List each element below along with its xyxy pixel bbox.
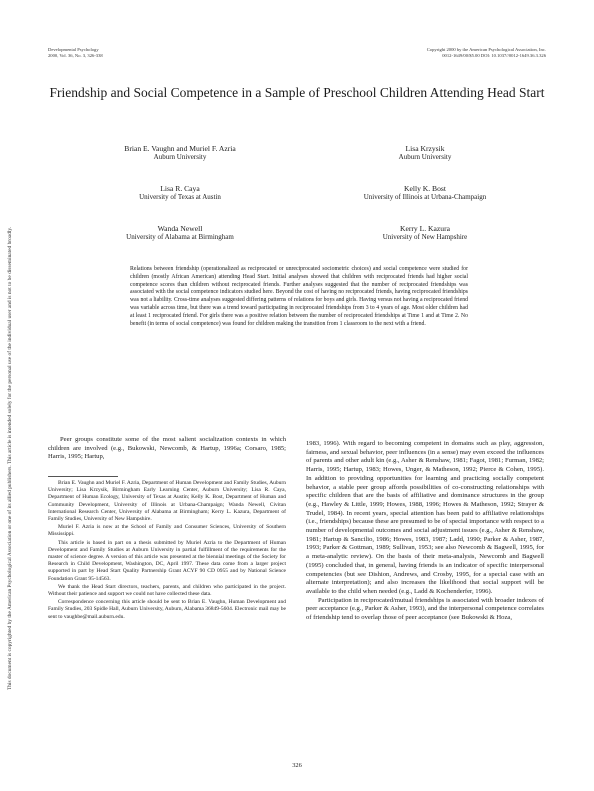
body-column-left (48, 436, 286, 462)
footnote-author-move: Muriel F. Azria is now at the School of Family and Consumer Sciences, University of Southern Mississippi. (48, 524, 286, 538)
footnotes (48, 480, 286, 622)
copyright-line: Copyright 2000 by the American Psychological Association, Inc. (426, 47, 546, 52)
copyright-side-notice: This document is copyrighted by the American Psychological Association or one of its allied publishers. This article is intended solely for the personal use of the individual user and is not to be disseminated broadly. (7, 226, 13, 690)
author-names: Brian E. Vaughn and Muriel F. Azria (124, 144, 236, 153)
author-block-4 (320, 184, 530, 202)
author-block-2 (325, 144, 525, 162)
author-block-6 (320, 224, 530, 242)
footnote-rule (48, 476, 118, 477)
author-names: Wanda Newell (157, 224, 203, 233)
author-names: Kelly K. Bost (404, 184, 446, 193)
body-paragraph: 1983, 1996). With regard to becoming competent in domains such as play, aggression, fairness, and sexual behavior, peer influences (in a sense) may even exceed the influences of parents and other adult kin (e.g., Asher & Renshaw, 1981; Fagot, 1981; Furman, 1982; Harris, 1995; Hartup, 1983; Howes, Unger, & Matheson, 1992; Pierce & Cohen, 1995). In addition to providing opportunities for learning and practicing socially competent behavior, a stable peer group affords possibilities of co-constructing relationships with specific children that are the basis of affiliative and dominance structures in the group (e.g., Hawley & Little, 1999; Howes, 1988, 1996; Howes & Matheson, 1992; Strayer & Trudel, 1984). In recent years, special attention has been paid to affiliative relationships (i.e., friendships) because these are presumed to be of special importance with respect to a number of developmental outcomes and social adjustment issues (e.g., Asher & Renshaw, 1981; Hartup & Sancilio, 1986; Howes, 1983, 1987; Ladd, 1990; Parker & Asher, 1987, 1993; Parker & Gottman, 1989; Sullivan, 1953; see also Newcomb & Bagwell, 1995, for a meta-analytic review). On the basis of their meta-analysis, Newcomb and Bagwell (1995) concluded that, in general, having friends is an indicator of specific interpersonal competencies (but see Dishion, Andrews, and Crosby, 1995, for a special case with an alternate interpretation); and also increases the likelihood that social support will be available to the child when needed (e.g., Ladd & Kochenderfer, 1996). (306, 440, 544, 595)
author-names: Kerry L. Kazura (400, 224, 450, 233)
body-column-right (306, 440, 544, 623)
footnote-correspondence: Correspondence concerning this article should be sent to Brian E. Vaughn, Human Development and Family Studies, 203 Spidle Hall, Auburn University, Auburn, Alabama 36849-5604. Electronic mail may be sent to vaughbe@mail.auburn.edu. (48, 599, 286, 620)
journal-volume: 2000, Vol. 36, No. 3, 326-338 (48, 53, 103, 58)
author-names: Lisa Krzysik (405, 144, 445, 153)
copyright-header (427, 47, 546, 59)
author-affiliation: University of Illinois at Urbana-Champaign (363, 193, 487, 201)
footnote-thesis-note: This article is based in part on a thesis submitted by Muriel Azria to the Department of Human Development and Family Studies at Auburn University in partial fulfillment of the requirements for the master of science degree. A version of this article was presented at the biennial meetings of the Society for Research in Child Development, Washington, DC, April 1997. These data come from a larger project supported in part by Head Start Quality Partnership Grant ACYF 90 CD 0955 and by National Science Foundation Grant 95-14563. (48, 539, 286, 582)
page-number: 326 (292, 762, 302, 769)
author-block-5 (80, 224, 280, 242)
abstract: Relations between friendship (operationalized as reciprocated or unreciprocated sociometric choices) and social competence were studied for children (mostly African American) attending Head Start. Initial analyses showed that children with reciprocated friends had higher social competence scores than children without reciprocated friends. Further analyses suggested that the number of reciprocated friendships was associated with the social competence indicators studied here. Beyond the cost of having no reciprocated friends, having reciprocated friendships was not a liability. Cross-time analyses suggested differing patterns of relations for boys and girls. Having versus not having a reciprocated friend was variable across time, but there was a trend toward participating in reciprocated friendships from 3 to 4 years of age. Most older children had at least 1 reciprocated friend. For girls there was a positive relation between the number of reciprocated friendships at Time 1 and at Time 2. No benefit (in terms of social competence) was found for children making the transition from 1 classroom to the next with a friend. (130, 266, 468, 327)
author-affiliation: Auburn University (398, 153, 452, 161)
author-affiliation: University of Alabama at Birmingham (126, 233, 234, 241)
author-affiliation: University of Texas at Austin (139, 193, 221, 201)
body-paragraph: Participation in reciprocated/mutual friendships is associated with broader indexes of peer acceptance (e.g., Parker & Asher, 1993), and the interpersonal competence correlates of friendship tend to overlap those of peer acceptance (see Bukowski & Hoza, (306, 596, 544, 622)
doi-line: 0012-1649/00/$5.00 DOI: 10.1037//0012-1649.36.3.326 (442, 53, 546, 58)
footnote-acknowledgments: We thank the Head Start directors, teachers, parents, and children who participated in the project. Without their patience and support we could not have collected these data. (48, 583, 286, 598)
author-block-3 (80, 184, 280, 202)
author-affiliation: Auburn University (153, 153, 207, 161)
body-paragraph: Peer groups constitute some of the most salient socialization contexts in which children are involved (e.g., Bukowski, Newcomb, & Hartup, 1996a; Corsaro, 1985; Harris, 1995; Hartup, (48, 436, 286, 461)
journal-header (48, 47, 103, 59)
article-title: Friendship and Social Competence in a Sample of Preschool Children Attending Head Start (49, 85, 545, 100)
author-names: Lisa R. Caya (160, 184, 200, 193)
author-block-1 (80, 144, 280, 162)
author-affiliation: University of New Hampshire (382, 233, 468, 241)
journal-name: Developmental Psychology (48, 47, 99, 52)
footnote-author-affiliations: Brian E. Vaughn and Muriel F. Azria, Department of Human Development and Family Studies, Auburn University; Lisa Krzysik, Birmingham Early Learning Center, Auburn University; Lisa R. Caya, Department of Human Ecology, University of Texas at Austin; Kelly K. Bost, Department of Human and Community Development, University of Illinois at Urbana-Champaign; Wanda Newell, Civitan International Research Center, University of Alabama at Birmingham; Kerry L. Kazura, Department of Family Studies, University of New Hampshire. (48, 480, 286, 523)
